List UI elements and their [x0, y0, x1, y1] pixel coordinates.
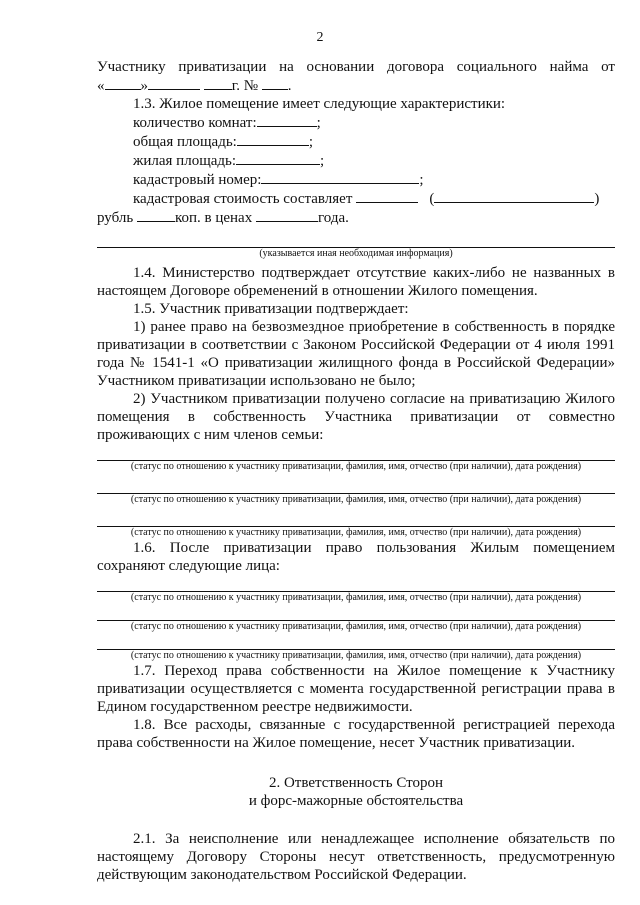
- day-blank: [105, 76, 141, 90]
- retained-user-line-1: [97, 575, 615, 592]
- retained-user-caption-2: (статус по отношению к участнику приватизации, фамилия, имя, отчество (при наличии), дата рождения): [130, 621, 582, 632]
- living-area-blank: [236, 151, 320, 165]
- section-1-6: 1.6. После приватизации право пользования Жилым помещением сохраняют следующие лица:: [97, 540, 615, 574]
- total-area-blank: [237, 132, 309, 146]
- year-blank: [204, 76, 232, 90]
- section-1-5-item-2: 2) Участником приватизации получено согласие на приватизацию Жилого помещения в собственность Участника приватизации от совместно проживающих с ним членов семьи:: [97, 391, 615, 443]
- section-1-4: 1.4. Министерство подтверждает отсутствие каких-либо не названных в настоящем Договоре обременений в отношении Жилого помещения.: [97, 265, 615, 299]
- other-info-line: [97, 231, 615, 248]
- section-1-5-item-1: 1) ранее право на безвозмездное приобретение в собственность в порядке приватизации в соответствии с Законом Российской Федерации от 4 июля 1991 года № 1541-1 «О приватизации жилищного фонда в Российской Федерации» Участником приватизации использовано не было;: [97, 319, 615, 389]
- other-info-caption: (указывается иная необходимая информация): [259, 248, 453, 259]
- family-member-caption-1: (статус по отношению к участнику приватизации, фамилия, имя, отчество (при наличии), дата рождения): [130, 461, 582, 472]
- retained-user-caption-1: (статус по отношению к участнику приватизации, фамилия, имя, отчество (при наличии), дата рождения): [130, 592, 582, 603]
- family-member-caption-2: (статус по отношению к участнику приватизации, фамилия, имя, отчество (при наличии), дата рождения): [130, 494, 582, 505]
- retained-user-caption-3: (статус по отношению к участнику приватизации, фамилия, имя, отчество (при наличии), дата рождения): [130, 650, 582, 661]
- section-2-1: 2.1. За неисполнение или ненадлежащее исполнение обязательств по настоящему Договору Стороны несут ответственность, предусмотренную действующим законодательством Российской Федерации.: [97, 831, 615, 883]
- section-1-8: 1.8. Все расходы, связанные с государственной регистрацией перехода права собственности на Жилое помещение, несет Участник приватизации.: [97, 717, 615, 751]
- rooms-line: количество комнат: ;: [133, 115, 321, 131]
- month-blank: [148, 76, 200, 90]
- cost-number-blank: [356, 189, 418, 203]
- prices-date-blank: [256, 208, 318, 222]
- cadastral-number-blank: [261, 170, 419, 184]
- family-member-line-1: [97, 444, 615, 461]
- contract-date-line: « » г. № .: [97, 78, 292, 94]
- family-member-line-3: [97, 510, 615, 527]
- rooms-blank: [257, 113, 317, 127]
- section-2-title-line-1: 2. Ответственность Сторон: [268, 775, 444, 791]
- family-member-line-2: [97, 477, 615, 494]
- kop-blank: [137, 208, 175, 222]
- contract-basis-line: Участнику приватизации на основании договора социального найма от: [97, 59, 615, 75]
- cost-words-blank: [434, 189, 594, 203]
- living-area-line: жилая площадь: ;: [133, 153, 325, 169]
- page-number: 2: [316, 30, 324, 45]
- number-blank: [262, 76, 288, 90]
- total-area-line: общая площадь: ;: [133, 134, 314, 150]
- cadastral-cost-line: кадастровая стоимость составляет ( ): [133, 191, 600, 207]
- document-body: [97, 58, 615, 884]
- section-2-heading: [97, 774, 615, 810]
- section-1-3-title: 1.3. Жилое помещение имеет следующие характеристики:: [133, 96, 506, 112]
- family-member-caption-3: (статус по отношению к участнику приватизации, фамилия, имя, отчество (при наличии), дата рождения): [130, 527, 582, 538]
- section-1-5: 1.5. Участник приватизации подтверждает:: [133, 301, 409, 317]
- section-1-7: 1.7. Переход права собственности на Жилое помещение к Участнику приватизации осуществляется с момента государственной регистрации права в Едином государственном реестре недвижимости.: [97, 663, 615, 715]
- cadastral-number-line: кадастровый номер: ;: [133, 172, 424, 188]
- rub-kop-line: рубль коп. в ценах года.: [97, 210, 349, 226]
- section-2-title-line-2: и форс-мажорные обстоятельства: [248, 793, 464, 809]
- retained-user-line-2: [97, 604, 615, 621]
- retained-user-line-3: [97, 633, 615, 650]
